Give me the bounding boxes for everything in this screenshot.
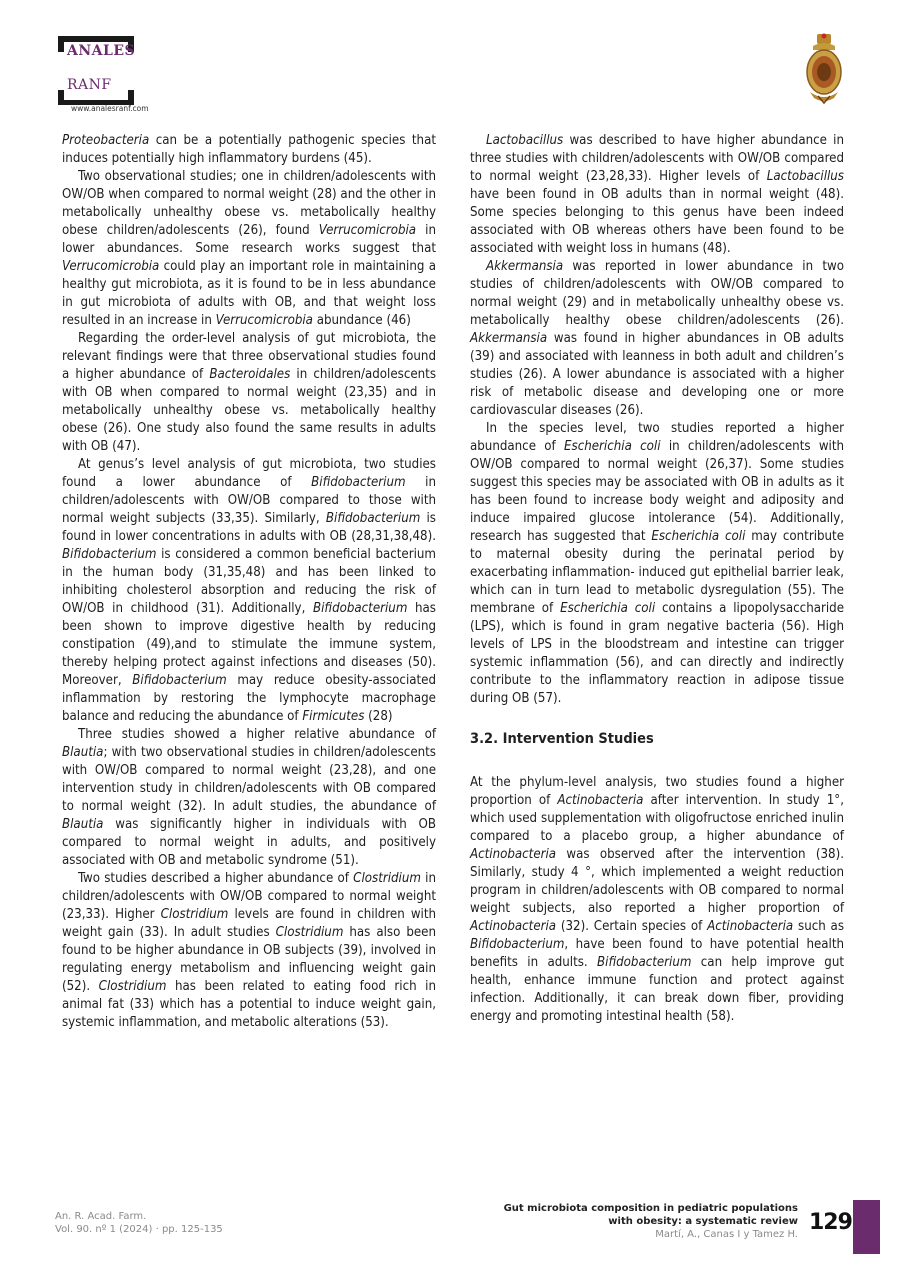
royal-crest-icon [804,32,844,104]
running-title [504,1202,798,1241]
article-authors: Martí, A., Canas I y Tamez H. [655,1229,798,1240]
section-heading: 3.2. Intervention Studies [470,731,654,747]
left-column [62,132,436,1032]
paragraph-lactobacillus: Lactobacillus was described to have higher abundance in three studies with children/adolescents with OW/OB compared to normal weight (23,28,33). Higher levels of Lactobacillus have been found in OB adults than in normal weight (48). Some species belonging to this genus have been indeed associated with OB whereas others have been found to be associated with weight loss in humans (48). [470,133,844,256]
logo-word-anales: ANALES [67,43,136,59]
paragraph-blautia: Three studies showed a higher relative abundance of Blautia; with two observational studies in children/adolescents with OW/OB compared to normal weight (23,28), and one intervention study in children/adolescents with OB compared to normal weight (32). In adult studies, the abundance of Blautia was significantly higher in individuals with OB compared to normal weight in adults, and positively associated with OB and metabolic syndrome (51). [62,727,436,868]
journal-logo [55,36,195,116]
logo-bracket-bottom-right [128,90,134,105]
paragraph-order-level: Regarding the order-level analysis of gut microbiota, the relevant findings were that three observational studies found a higher abundance of Bacteroidales in children/adolescents with OB when compared to normal weight (23,35) and in metabolically unhealthy obese vs. metabolically healthy obese (26). One study also found the same results in adults with OB (47). [62,331,437,454]
paragraph-proteobacteria: Proteobacteria can be a potentially pathogenic species that induces potentially high inflammatory burdens (45). [62,133,436,166]
page-number: 129 [809,1210,852,1235]
paragraph-akkermansia: Akkermansia was reported in lower abundance in two studies of children/adolescents with OW/OB compared to normal weight (29) and in metabolically unhealthy obese vs. metabolically healthy obese children/adolescents (26). Akkermansia was found in higher abundances in OB adults (39) and associated with leanness in both adult and children’s studies (26). A lower abundance is associated with a higher risk of metabolic disease and developing one or more cardiovascular diseases (26). [470,259,844,418]
right-column [470,132,844,1026]
paragraph-escherichia-coli: In the species level, two studies reported a higher abundance of Escherichia coli in children/adolescents with OW/OB compared to normal weight (26,37). Some studies suggest this species may be associated with OB in adults as it has been found to increase body weight and adiposity and induce impaired glucose intolerance (54). Additionally, research has suggested that Escherichia coli may contribute to maternal obesity during the perinatal period by exacerbating inflammation- induced gut epithelial barrier leak, which can in turn lead to metabolic dysregulation (55). The membrane of Escherichia coli contains a lipopolysaccharide (LPS), which is found in gram negative bacteria (56). High levels of LPS in the bloodstream and intestine can trigger systemic inflammation (56), and can directly and indirectly contribute to the inflammatory reaction in adipose tissue during OB (57). [470,421,845,706]
article-title-line2: with obesity: a systematic review [608,1216,798,1227]
journal-volume: Vol. 90. nº 1 (2024) · pp. 125-135 [55,1224,223,1235]
article-title-line1: Gut microbiota composition in pediatric populations [503,1203,798,1214]
paragraph-verrucomicrobia: Two observational studies; one in children/adolescents with OW/OB when compared to normal weight (28) and the other in metabolically unhealthy obese vs. metabolically healthy obese children/adolescents (26), found Verrucomicrobia in lower abundances. Some research works suggest that Verrucomicrobia could play an important role in maintaining a healthy gut microbiota, as it is found to be in less abundance in gut microbiota of adults with OB, and that weight loss resulted in an increase in Verrucomicrobia abundance (46) [62,169,436,328]
page-tab-accent [853,1200,880,1254]
journal-citation [55,1210,223,1236]
logo-bracket-bottom-left [58,90,64,105]
paragraph-bifidobacterium: At genus’s level analysis of gut microbiota, two studies found a lower abundance of Bifidobacterium in children/adolescents with OW/OB compared to those with normal weight subjects (33,35). Similarly, Bifidobacterium is found in lower concentrations in adults with OB (28,31,38,48). Bifidobacterium is considered a common beneficial bacterium in the human body (31,35,48) and has been linked to inhibiting cholesterol absorption and reducing the risk of OW/OB in childhood (31). Additionally, Bifidobacterium has been shown to improve digestive health by reducing constipation (49),and to stimulate the immune system, thereby helping protect against infections and diseases (50). Moreover, Bifidobacterium may reduce obesity-associated inflammation by restoring the lymphocyte macrophage balance and reducing the abundance of Firmicutes (28) [62,457,437,724]
logo-url: www.analesranf.com [71,104,149,113]
logo-bracket-top [58,36,134,42]
journal-name: An. R. Acad. Farm. [55,1211,147,1222]
paragraph-clostridium: Two studies described a higher abundance of Clostridium in children/adolescents with OW/OB compared to normal weight (23,33). Higher Clostridium levels are found in children with weight gain (33). In adult studies Clostridium has also been found to be higher abundance in OB subjects (39), involved in regulating energy metabolism and influencing weight gain (52). Clostridium has been related to eating food rich in animal fat (33) which has a potential to induce weight gain, systemic inflammation, and metabolic alterations (53). [62,871,437,1030]
logo-word-ranf: RANF [67,77,112,93]
logo-bracket-top-left [58,36,64,52]
paragraph-intervention: At the phylum-level analysis, two studies found a higher proportion of Actinobacteria after intervention. In study 1°, which used supplementation with oligofructose enriched inulin compared to a placebo group, a higher abundance of Actinobacteria was observed after the intervention (38). Similarly, study 4 °, which implemented a weight reduction program in children/adolescents with OB compared to normal weight subjects, also reported a higher proportion of Actinobacteria (32). Certain species of Actinobacteria such as Bifidobacterium, have been found to have potential health benefits in adults. Bifidobacterium can help improve gut health, enhance immune function and protect against infection. Additionally, it can break down fiber, providing energy and promoting intestinal health (58). [470,775,845,1024]
